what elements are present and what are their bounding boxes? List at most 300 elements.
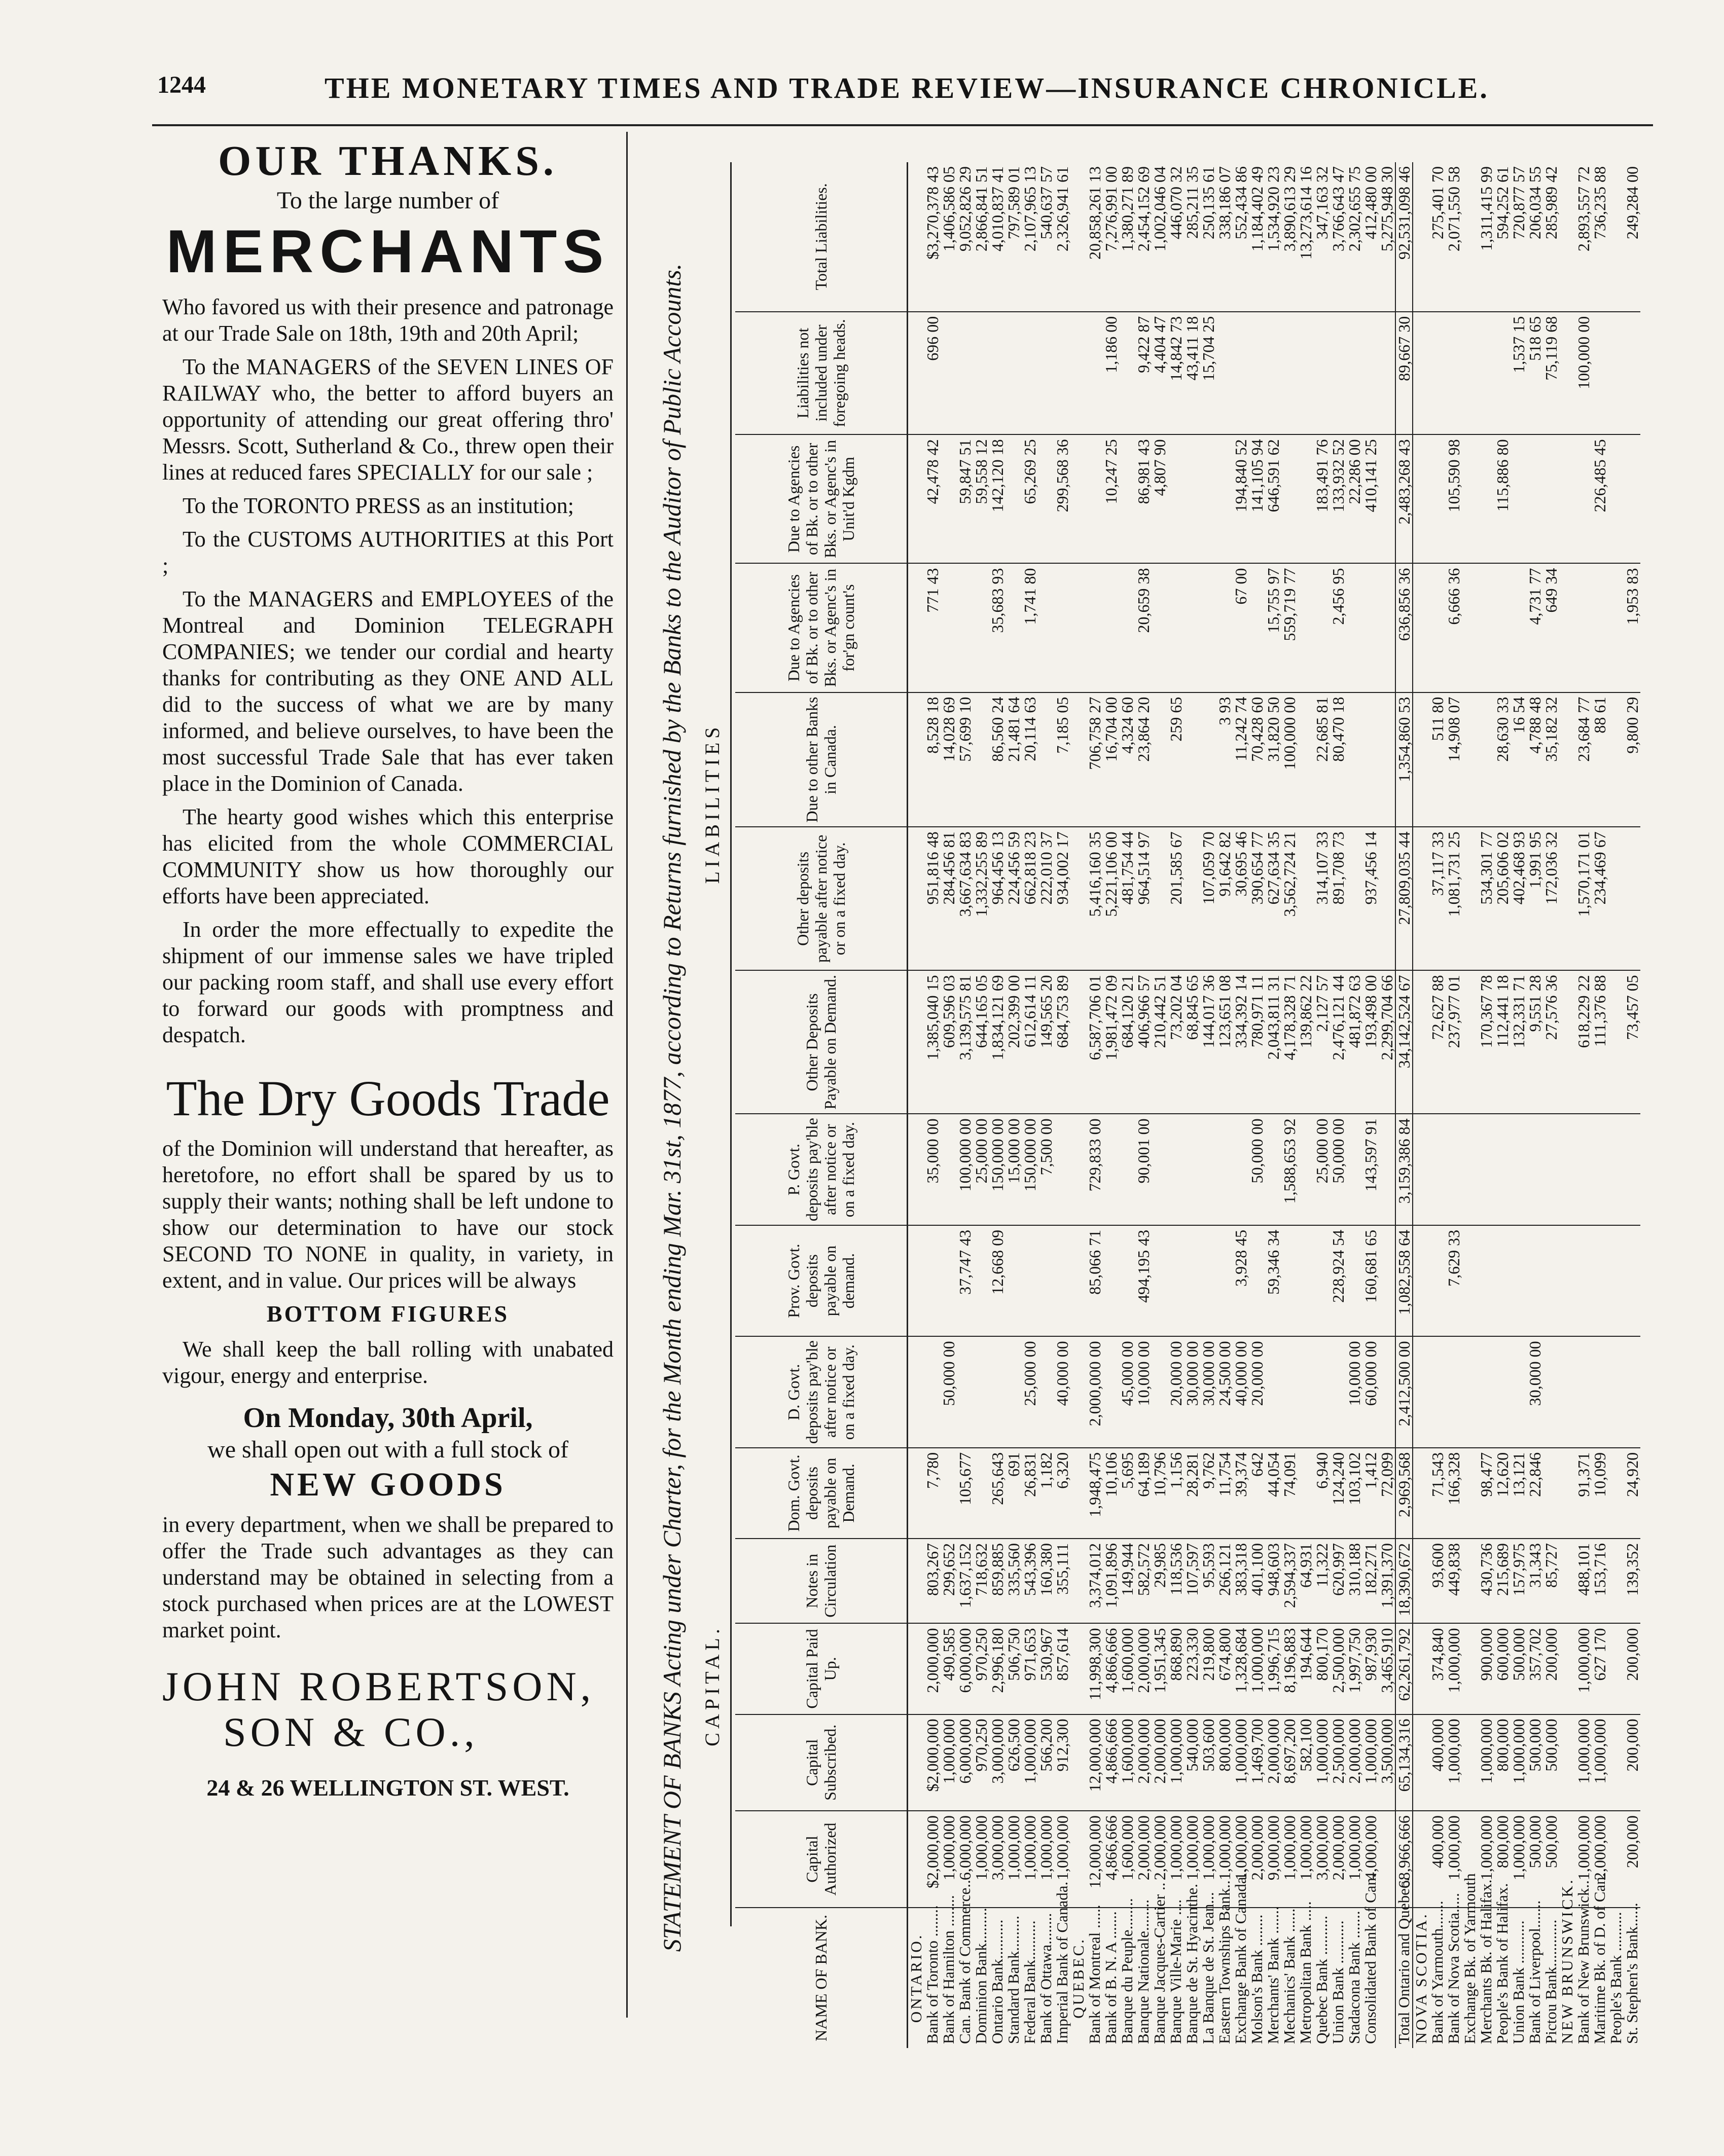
- table-cell: 1,000,000: [1298, 1811, 1314, 1908]
- table-cell: 50,000 00: [941, 1336, 957, 1448]
- table-cell: [1511, 563, 1527, 692]
- table-cell: $3,270,378 43: [924, 162, 941, 312]
- empty-cell: [908, 312, 925, 435]
- empty-cell: [908, 692, 925, 827]
- table-cell: 857,614: [1054, 1623, 1070, 1714]
- table-cell: 2,000,000: [1152, 1811, 1168, 1908]
- ad-paragraph: We shall keep the ball rolling with unabated vigour, energy and enterprise.: [162, 1337, 614, 1388]
- table-cell: 22,685 81: [1314, 692, 1330, 827]
- table-cell: [1346, 827, 1362, 970]
- table-cell: 1,600,000: [1119, 1714, 1135, 1811]
- table-cell: 1,000,000: [1362, 1714, 1379, 1811]
- table-cell: [1527, 434, 1543, 563]
- empty-cell: [1559, 1623, 1575, 1714]
- table-cell: 1,000,000: [1022, 1714, 1038, 1811]
- table-cell: 9,762: [1200, 1448, 1216, 1539]
- table-row: [1330, 162, 1346, 2048]
- table-cell: 401,100: [1249, 1539, 1265, 1624]
- table-cell: 37,117 33: [1429, 827, 1446, 970]
- empty-cell: [1413, 827, 1429, 970]
- table-cell: 1,000,000: [1038, 1811, 1054, 1908]
- table-row: [957, 162, 973, 2048]
- table-cell: 234,469 67: [1592, 827, 1608, 970]
- table-cell: 347,163 32: [1314, 162, 1330, 312]
- table-cell: 92,531,098 46: [1395, 162, 1413, 312]
- table-cell: 30,695 46: [1233, 827, 1249, 970]
- table-cell: 357,702: [1527, 1623, 1543, 1714]
- table-cell: [973, 312, 989, 435]
- table-cell: 2,000,000: [1135, 1811, 1152, 1908]
- column-header: Capital Subscribed.: [735, 1714, 908, 1811]
- table-cell: [1511, 1225, 1527, 1337]
- table-row: [1624, 162, 1640, 2048]
- table-cell: [1478, 434, 1494, 563]
- table-cell: 15,755 97: [1265, 563, 1281, 692]
- empty-cell: [1070, 162, 1087, 312]
- ad-subheading: To the large number of: [276, 187, 499, 214]
- table-cell: [1624, 1336, 1640, 1448]
- table-cell: 2,454,152 69: [1135, 162, 1152, 312]
- table-cell: 143,597 91: [1362, 1114, 1379, 1225]
- table-cell: [941, 312, 957, 435]
- table-cell: 1,996,715: [1265, 1623, 1281, 1714]
- table-cell: 1,000,000: [1346, 1811, 1362, 1908]
- section-label: ONTARIO.: [907, 1933, 925, 2023]
- table-cell: 609,596 03: [941, 970, 957, 1114]
- table-cell: 50,000 00: [1249, 1114, 1265, 1225]
- table-row: [1233, 162, 1249, 2048]
- table-cell: [924, 1225, 941, 1337]
- empty-cell: [1070, 827, 1087, 970]
- table-cell: 24,500 00: [1216, 1336, 1233, 1448]
- table-cell: [1119, 1114, 1135, 1225]
- empty-cell: [1559, 1336, 1575, 1448]
- table-cell: 223,330: [1184, 1623, 1200, 1714]
- table-cell: [1200, 1225, 1216, 1337]
- table-cell: 1,000,000: [973, 1811, 989, 1908]
- table-cell: 24,920: [1624, 1448, 1640, 1539]
- table-cell: [1298, 1225, 1314, 1337]
- column-header: Capital Paid Up.: [735, 1623, 908, 1714]
- table-cell: 530,967: [1038, 1623, 1054, 1714]
- table-cell: [1346, 692, 1362, 827]
- table-cell: 951,816 48: [924, 827, 941, 970]
- bank-name: Banque Ville-Marie ....: [1167, 1899, 1184, 2044]
- table-cell: 540,000: [1184, 1714, 1200, 1811]
- table-cell: [941, 434, 957, 563]
- table-row: [1168, 162, 1184, 2048]
- column-header: Due to other Banks in Canada.: [735, 692, 908, 827]
- ad-firm-line1: JOHN ROBERTSON,: [162, 1663, 595, 1709]
- bank-name: Bank of New Brunswick..: [1574, 1880, 1592, 2044]
- table-cell: 500,000: [1543, 1714, 1559, 1811]
- table-cell: 9,052,826 29: [957, 162, 973, 312]
- table-cell: [1575, 563, 1592, 692]
- table-cell: 644,165 05: [973, 970, 989, 1114]
- table-row: [1462, 162, 1478, 2048]
- table-cell: [941, 1448, 957, 1539]
- table-cell: 153,716: [1592, 1539, 1608, 1624]
- table-cell: [1575, 1225, 1592, 1337]
- table-cell: [1429, 1225, 1446, 1337]
- table-cell: 649 34: [1543, 563, 1559, 692]
- running-title: THE MONETARY TIMES AND TRADE REVIEW—INSURANCE CHRONICLE.: [325, 71, 1489, 104]
- table-cell: [1446, 1336, 1462, 1448]
- table-cell: 1,537 15: [1511, 312, 1527, 435]
- table-cell: 10,099: [1592, 1448, 1608, 1539]
- empty-cell: [1070, 563, 1087, 692]
- table-row: [1429, 162, 1446, 2048]
- table-cell: 1,741 80: [1022, 563, 1038, 692]
- table-cell: [1184, 1225, 1200, 1337]
- table-cell: 285,989 42: [1543, 162, 1559, 312]
- table-cell: 970,250: [973, 1623, 989, 1714]
- table-cell: 124,240: [1330, 1448, 1346, 1539]
- table-cell: 20,000 00: [1249, 1336, 1265, 1448]
- empty-cell: [1413, 563, 1429, 692]
- table-cell: 205,606 02: [1494, 827, 1511, 970]
- table-cell: 7,185 05: [1054, 692, 1070, 827]
- empty-cell: [1070, 1539, 1087, 1624]
- table-cell: 736,235 88: [1592, 162, 1608, 312]
- table-cell: 374,840: [1429, 1623, 1446, 1714]
- table-cell: 970,250: [973, 1714, 989, 1811]
- table-cell: 803,267: [924, 1539, 941, 1624]
- table-cell: [1478, 312, 1494, 435]
- table-cell: 25,000 00: [1314, 1114, 1330, 1225]
- table-cell: 5,221,106 00: [1103, 827, 1119, 970]
- table-cell: [1527, 1114, 1543, 1225]
- ad-firm-name: [162, 1664, 614, 1755]
- table-cell: 511 80: [1429, 692, 1446, 827]
- table-cell: [1494, 312, 1511, 435]
- table-cell: 620,997: [1330, 1539, 1346, 1624]
- table-cell: 1,082,558 64: [1395, 1225, 1413, 1337]
- table-cell: 626,500: [1005, 1714, 1022, 1811]
- table-cell: 1,997,750: [1346, 1623, 1362, 1714]
- table-cell: 797,589 01: [1005, 162, 1022, 312]
- table-cell: [1608, 162, 1624, 312]
- table-cell: 11,322: [1314, 1539, 1330, 1624]
- ad-paragraph: we shall open out with a full stock of: [207, 1436, 568, 1463]
- table-cell: [1494, 1225, 1511, 1337]
- bank-name: Total Ontario and Quebec.: [1395, 1908, 1413, 2048]
- table-cell: 2,500,000: [1330, 1623, 1346, 1714]
- table-cell: [1022, 312, 1038, 435]
- table-cell: [1346, 312, 1362, 435]
- table-cell: [1379, 1811, 1395, 1908]
- table-cell: 552,434 86: [1233, 162, 1249, 312]
- table-cell: 582,572: [1135, 1539, 1152, 1624]
- column-header: Other Deposits Payable on Demand.: [735, 970, 908, 1114]
- table-cell: [1200, 434, 1216, 563]
- table-cell: [1379, 563, 1395, 692]
- table-cell: 5,275,948 30: [1379, 162, 1395, 312]
- table-cell: 1,000,000: [1054, 1811, 1070, 1908]
- table-cell: 1,000,000: [1168, 1811, 1184, 1908]
- empty-cell: [1413, 312, 1429, 435]
- table-cell: 39,374: [1233, 1448, 1249, 1539]
- table-cell: 95,593: [1200, 1539, 1216, 1624]
- table-cell: 20,659 38: [1135, 563, 1152, 692]
- empty-cell: [908, 1114, 925, 1225]
- table-cell: 6,587,706 01: [1087, 970, 1103, 1114]
- table-cell: 111,376 88: [1592, 970, 1608, 1114]
- table-cell: [1608, 563, 1624, 692]
- table-cell: [1038, 312, 1054, 435]
- table-cell: 35,000 00: [924, 1114, 941, 1225]
- table-cell: 72,099: [1379, 1448, 1395, 1539]
- table-row: [1543, 162, 1559, 2048]
- table-cell: 107,059 70: [1200, 827, 1216, 970]
- table-row: [1511, 162, 1527, 2048]
- table-cell: 540,637 57: [1038, 162, 1054, 312]
- bank-name: Bank of Toronto ........: [923, 1905, 941, 2044]
- table-cell: [1184, 434, 1200, 563]
- table-cell: 449,838: [1446, 1539, 1462, 1624]
- table-cell: [1087, 434, 1103, 563]
- table-cell: [1494, 563, 1511, 692]
- table-cell: 5,416,160 35: [1087, 827, 1103, 970]
- table-cell: 18,390,672: [1395, 1539, 1413, 1624]
- table-cell: 45,000 00: [1119, 1336, 1135, 1448]
- bank-name: Consolidated Bank of Can.: [1361, 1874, 1379, 2044]
- table-cell: [1379, 1225, 1395, 1337]
- empty-cell: [908, 1225, 925, 1337]
- table-cell: 2,412,500 00: [1395, 1336, 1413, 1448]
- table-cell: 1,991 95: [1527, 827, 1543, 970]
- table-cell: [957, 1336, 973, 1448]
- column-header: Due to Agencies of Bk. or to other Bks. or Agenc's in for'gn count's: [735, 563, 908, 692]
- bank-name: Merchants' Bank .......: [1264, 1906, 1282, 2044]
- table-cell: [1478, 1114, 1494, 1225]
- table-cell: [1543, 1225, 1559, 1337]
- bank-name: Stadacona Bank .......: [1345, 1911, 1363, 2044]
- ad-firm-line2: SON & CO.,: [223, 1709, 479, 1755]
- table-cell: 112,441 18: [1494, 970, 1511, 1114]
- table-cell: 627 170: [1592, 1623, 1608, 1714]
- table-cell: [973, 1336, 989, 1448]
- table-cell: 612,614 11: [1022, 970, 1038, 1114]
- empty-cell: [1413, 1623, 1429, 1714]
- bank-name: [1379, 1908, 1395, 2048]
- empty-cell: [1070, 1623, 1087, 1714]
- table-cell: [1608, 1336, 1624, 1448]
- table-cell: [1624, 827, 1640, 970]
- table-cell: 1,156: [1168, 1448, 1184, 1539]
- column-header: Dom. Govt. deposits payable on Demand.: [735, 1448, 908, 1539]
- table-cell: 1,000,000: [1200, 1811, 1216, 1908]
- table-cell: 20,858,261 13: [1087, 162, 1103, 312]
- empty-cell: [1413, 1225, 1429, 1337]
- table-cell: 149,565 20: [1038, 970, 1054, 1114]
- table-cell: 250,135 61: [1200, 162, 1216, 312]
- table-cell: [1200, 1114, 1216, 1225]
- empty-cell: [1070, 1114, 1087, 1225]
- table-cell: [1168, 1225, 1184, 1337]
- table-cell: 1,469,700: [1249, 1714, 1265, 1811]
- table-cell: 1,000,000: [1233, 1714, 1249, 1811]
- table-cell: [1005, 1336, 1022, 1448]
- table-cell: 139,352: [1624, 1539, 1640, 1624]
- bank-name: Exchange Bk. of Yarmouth: [1461, 1873, 1479, 2044]
- table-cell: 20,114 63: [1022, 692, 1038, 827]
- table-cell: 1,002,046 04: [1152, 162, 1168, 312]
- table-cell: [1511, 434, 1527, 563]
- table-cell: 166,328: [1446, 1448, 1462, 1539]
- table-cell: [941, 563, 957, 692]
- table-cell: 1,412: [1362, 1448, 1379, 1539]
- table-cell: 226,485 45: [1592, 434, 1608, 563]
- table-cell: [1298, 692, 1314, 827]
- table-cell: 800,000: [1216, 1714, 1233, 1811]
- table-cell: [1624, 312, 1640, 435]
- table-cell: [1233, 1114, 1249, 1225]
- table-body: [908, 162, 1641, 2048]
- table-cell: 224,456 59: [1005, 827, 1022, 970]
- table-cell: [1362, 563, 1379, 692]
- table-row: [989, 162, 1005, 2048]
- table-cell: [1054, 563, 1070, 692]
- bank-name: Dominion Bank.........: [972, 1908, 990, 2044]
- table-cell: [1330, 312, 1346, 435]
- table-cell: 71,543: [1429, 1448, 1446, 1539]
- table-cell: 12,000,000: [1087, 1714, 1103, 1811]
- empty-cell: [908, 434, 925, 563]
- table-cell: 6,000,000: [957, 1623, 973, 1714]
- table-cell: 160,380: [1038, 1539, 1054, 1624]
- empty-cell: [908, 563, 925, 692]
- table-cell: 10,000 00: [1135, 1336, 1152, 1448]
- bank-name: La Banque de St. Jean...: [1199, 1892, 1217, 2044]
- table-cell: [1038, 692, 1054, 827]
- table-cell: 35,683 93: [989, 563, 1005, 692]
- table-cell: 9,800 29: [1624, 692, 1640, 827]
- table-cell: 310,188: [1346, 1539, 1362, 1624]
- table-cell: [1054, 312, 1070, 435]
- table-cell: 390,654 77: [1249, 827, 1265, 970]
- empty-cell: [1559, 692, 1575, 827]
- table-cell: 11,754: [1216, 1448, 1233, 1539]
- table-cell: 706,758 27: [1087, 692, 1103, 827]
- table-row: [1119, 162, 1135, 2048]
- column-header: Notes in Circulation: [735, 1539, 908, 1624]
- empty-cell: [1413, 692, 1429, 827]
- table-cell: 2,000,000: [1249, 1811, 1265, 1908]
- table-cell: 948,603: [1265, 1539, 1281, 1624]
- table-cell: 193,498 00: [1362, 970, 1379, 1114]
- table-cell: [1446, 1114, 1462, 1225]
- table-cell: [924, 1336, 941, 1448]
- table-cell: [1184, 563, 1200, 692]
- table-cell: [1233, 312, 1249, 435]
- table-cell: 3,766,643 47: [1330, 162, 1346, 312]
- table-cell: [1494, 1114, 1511, 1225]
- table-cell: 133,932 52: [1330, 434, 1346, 563]
- table-cell: 2,107,965 13: [1022, 162, 1038, 312]
- table-cell: 10,106: [1103, 1448, 1119, 1539]
- page-header: [0, 71, 1724, 112]
- table-cell: [1624, 1114, 1640, 1225]
- table-cell: 1,380,271 89: [1119, 162, 1135, 312]
- table-cell: $2,000,000: [924, 1811, 941, 1908]
- table-row: [1379, 162, 1395, 2048]
- table-cell: 9,000,000: [1265, 1811, 1281, 1908]
- table-cell: [989, 312, 1005, 435]
- table-cell: 98,477: [1478, 1448, 1494, 1539]
- table-cell: [1543, 1114, 1559, 1225]
- table-cell: 1,570,171 01: [1575, 827, 1592, 970]
- table-cell: [1462, 1225, 1478, 1337]
- table-cell: 1,000,000: [1575, 1623, 1592, 1714]
- table-cell: 646,591 62: [1265, 434, 1281, 563]
- table-cell: [957, 563, 973, 692]
- table-cell: [1608, 1623, 1624, 1714]
- table-cell: [1103, 1225, 1119, 1337]
- table-cell: [1511, 1336, 1527, 1448]
- table-cell: 105,590 98: [1446, 434, 1462, 563]
- section-row: [908, 162, 925, 2048]
- table-cell: 3 93: [1216, 692, 1233, 827]
- bank-name: Can. Bank of Commerce..: [956, 1880, 974, 2044]
- table-cell: 1,332,255 89: [973, 827, 989, 970]
- table-cell: 13,273,614 16: [1298, 162, 1314, 312]
- table-cell: 9,551 28: [1527, 970, 1543, 1114]
- bank-name: Molson's Bank ........: [1248, 1914, 1266, 2044]
- table-row: [1152, 162, 1168, 2048]
- table-cell: [1575, 1114, 1592, 1225]
- table-cell: [1478, 563, 1494, 692]
- table-cell: 93,600: [1429, 1539, 1446, 1624]
- table-cell: [1543, 1336, 1559, 1448]
- column-divider: [626, 132, 628, 2018]
- table-cell: 265,643: [989, 1448, 1005, 1539]
- table-cell: [1575, 1336, 1592, 1448]
- table-cell: 31,343: [1527, 1539, 1543, 1624]
- table-cell: 249,284 00: [1624, 162, 1640, 312]
- table-cell: 2,893,557 72: [1575, 162, 1592, 312]
- table-cell: 194,840 52: [1233, 434, 1249, 563]
- table-cell: 559,719 77: [1281, 563, 1298, 692]
- table-cell: 2,326,941 61: [1054, 162, 1070, 312]
- table-cell: 2,000,000: [1330, 1811, 1346, 1908]
- bank-name: Federal Bank..........: [1021, 1920, 1038, 2044]
- empty-cell: [1559, 563, 1575, 692]
- table-cell: [989, 1336, 1005, 1448]
- table-cell: 14,908 07: [1446, 692, 1462, 827]
- section-row: [1070, 162, 1087, 2048]
- table-cell: [1038, 1336, 1054, 1448]
- header-row: [735, 162, 908, 2048]
- table-cell: 15,000 00: [1005, 1114, 1022, 1225]
- empty-cell: [1070, 312, 1087, 435]
- empty-cell: [908, 970, 925, 1114]
- table-cell: 4,010,837 41: [989, 162, 1005, 312]
- empty-cell: [908, 1336, 925, 1448]
- bank-name: Banque du Peuple........: [1118, 1898, 1136, 2044]
- column-header: P. Govt. deposits pay'ble after notice or on a fixed day.: [735, 1114, 908, 1225]
- ad-paragraph: To the MANAGERS and EMPLOYEES of the Montreal and Dominion TELEGRAPH COMPANIES; we tender our cordial and hearty thanks for contributing as they ONE AND ALL did to the success of what we are by many informed, and believe ourselves, to have been the most successful Trade Sale that has ever taken place in the Dominion of Canada.: [162, 587, 614, 796]
- table-cell: [1005, 563, 1022, 692]
- empty-cell: [1559, 1539, 1575, 1624]
- table-cell: [1005, 1225, 1022, 1337]
- table-cell: 118,536: [1168, 1539, 1184, 1624]
- table-row: [973, 162, 989, 2048]
- table-cell: 335,560: [1005, 1539, 1022, 1624]
- table-cell: [1346, 1114, 1362, 1225]
- table-cell: [1608, 1811, 1624, 1908]
- empty-cell: [1559, 162, 1575, 312]
